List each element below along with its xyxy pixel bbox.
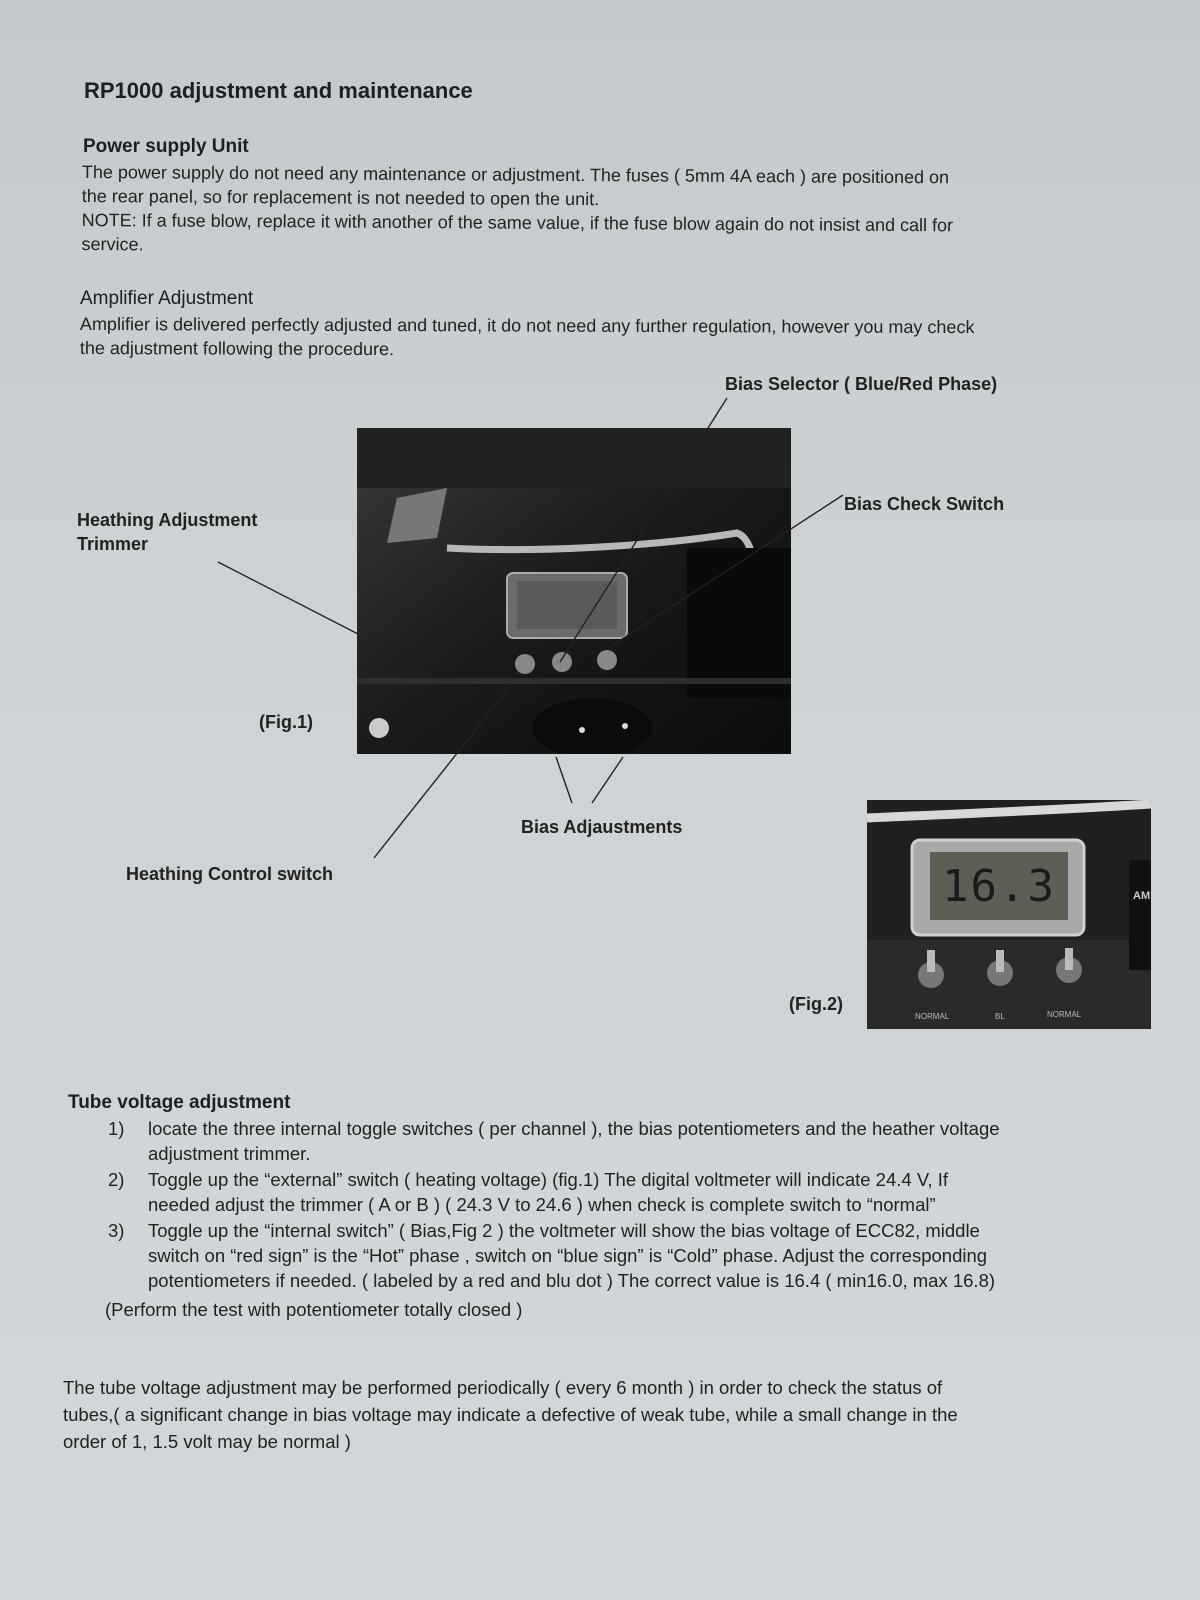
tube-voltage-steps	[104, 1116, 1174, 1294]
bias-selector-label: Bias Selector ( Blue/Red Phase)	[725, 374, 998, 394]
step-line: switch on “red sign” is the “Hot” phase , switch on “blue sign” is “Cold” phase. Adjust the corresponding	[148, 1245, 988, 1266]
power-supply-line: service.	[81, 233, 144, 255]
step-item	[104, 1167, 1174, 1217]
step-item	[104, 1116, 1174, 1166]
bias-adjustments-label: Bias Adjaustments	[521, 817, 683, 837]
step-line: Toggle up the “external” switch ( heating voltage) (fig.1) The digital voltmeter will indicate 24.4 V, If	[148, 1169, 949, 1190]
amplifier-line: the adjustment following the procedure.	[79, 337, 395, 360]
tube-voltage-note: (Perform the test with potentiometer totally closed )	[105, 1299, 523, 1320]
step-line: potentiometers if needed. ( labeled by a red and blu dot ) The correct value is 16.4 ( min16.0, max 16.8)	[148, 1270, 996, 1291]
voltmeter-reading: 16.3	[942, 860, 1056, 912]
document-title: RP1000 adjustment and maintenance	[84, 78, 473, 103]
figure2-photo	[867, 800, 1151, 1029]
switch-label-left: NORMAL	[915, 1012, 950, 1021]
figure2-side-mark: AM	[1133, 890, 1151, 902]
figure1-caption: (Fig.1)	[259, 712, 313, 732]
power-supply-line: the rear panel, so for replacement is not needed to open the unit.	[81, 185, 600, 210]
step-line: adjustment trimmer.	[148, 1143, 311, 1164]
closing-line: The tube voltage adjustment may be performed periodically ( every 6 month ) in order to check the status of	[63, 1377, 943, 1398]
heathing-trimmer-label-line: Heathing Adjustment	[77, 510, 258, 530]
switch-label-middle: BL	[995, 1012, 1005, 1021]
step-number: 3)	[108, 1220, 125, 1241]
figure2-caption: (Fig.2)	[789, 994, 843, 1014]
switch-label-right: NORMAL	[1047, 1010, 1082, 1019]
amplifier-line: Amplifier is delivered perfectly adjusted and tuned, it do not need any further regulation, however you may check	[79, 314, 975, 338]
step-line: Toggle up the “internal switch” ( Bias,Fig 2 ) the voltmeter will show the bias voltage of ECC82, middle	[148, 1220, 980, 1241]
step-item	[104, 1218, 1174, 1293]
bias-adjust-leader-left	[556, 757, 572, 803]
bias-check-switch-label: Bias Check Switch	[844, 494, 1005, 514]
step-number: 1)	[108, 1118, 125, 1139]
step-line: needed adjust the trimmer ( A or B ) ( 24.3 V to 24.6 ) when check is complete switch to “normal”	[148, 1194, 936, 1215]
tube-voltage-heading: Tube voltage adjustment	[68, 1092, 291, 1113]
heathing-control-leader	[374, 684, 512, 858]
power-supply-heading: Power supply Unit	[83, 136, 249, 157]
power-supply-line: The power supply do not need any maintenance or adjustment. The fuses ( 5mm 4A each ) are positioned on	[81, 161, 950, 188]
closing-line: tubes,( a significant change in bias voltage may indicate a defective of weak tube, while a small change in the	[63, 1404, 958, 1425]
step-line: locate the three internal toggle switches ( per channel ), the bias potentiometers and the heather voltage	[148, 1118, 1000, 1139]
closing-line: order of 1, 1.5 volt may be normal )	[63, 1431, 351, 1452]
heathing-trimmer-label-line: Trimmer	[77, 534, 149, 554]
heathing-trimmer-leader	[218, 562, 360, 635]
bias-adjust-leader-right	[592, 757, 623, 803]
closing-paragraph	[63, 1374, 1173, 1455]
amplifier-heading: Amplifier Adjustment	[80, 288, 254, 309]
bias-check-leader	[610, 495, 843, 647]
power-supply-note: NOTE: If a fuse blow, replace it with another of the same value, if the fuse blow again do not insist and call for	[81, 209, 954, 236]
heathing-control-switch-label: Heathing Control switch	[126, 864, 333, 884]
heathing-trimmer-label	[77, 508, 257, 556]
bias-selector-leader	[560, 398, 727, 662]
step-number: 2)	[108, 1169, 125, 1190]
